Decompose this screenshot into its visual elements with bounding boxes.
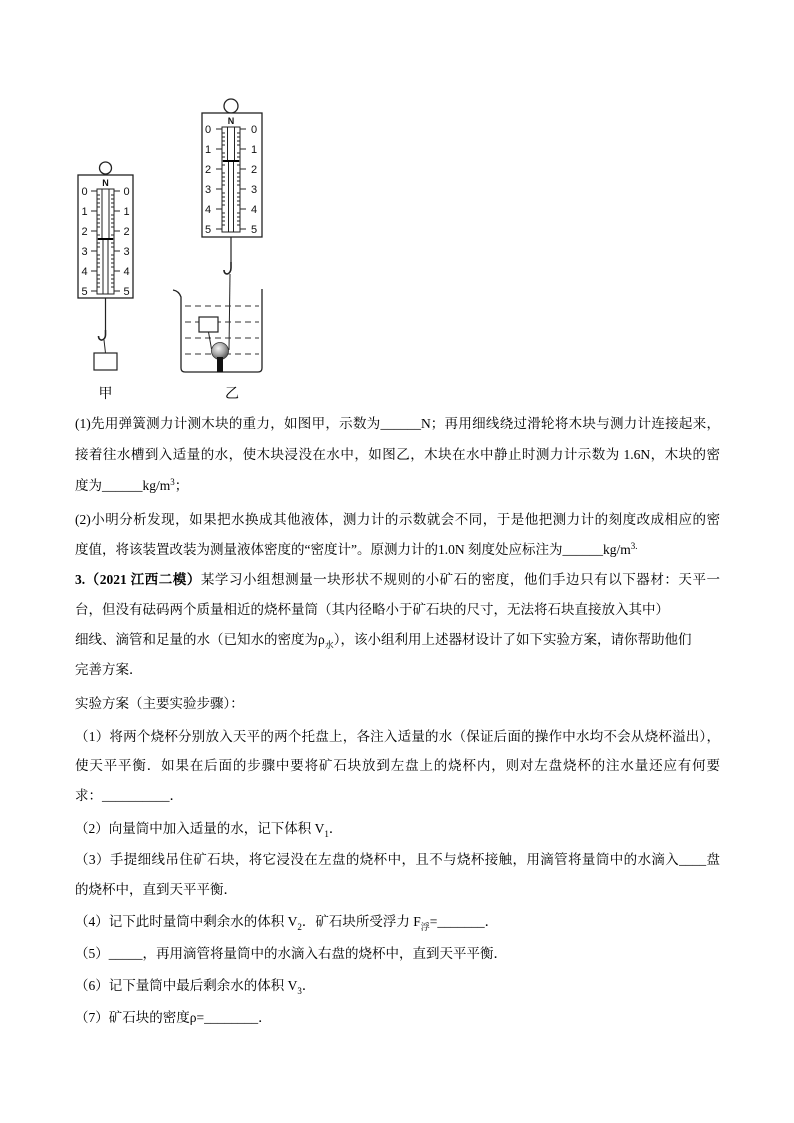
- pulley: [212, 343, 229, 360]
- scale-number-right: 3: [250, 184, 258, 196]
- volume-subscript: 1: [324, 829, 329, 839]
- spring-scale-yi: [173, 99, 262, 402]
- part1-line-5-text: 度值，将该装置改装为测量液体密度的“密度计”。原测力计的1.0N 刻度处应标注为______kg/m: [75, 542, 631, 557]
- pulling-string: [229, 274, 230, 350]
- spring: [228, 127, 235, 161]
- plan-heading: 实验方案（主要实验步骤）：: [75, 696, 244, 711]
- scale-hook: [224, 262, 231, 274]
- buoyancy-subscript: 浮: [420, 922, 430, 932]
- scale-number-right: 5: [250, 224, 258, 236]
- spring: [102, 189, 109, 239]
- scale-number-right: 0: [123, 186, 130, 198]
- figure-label-yi: 乙: [225, 387, 239, 402]
- scale-number-left: 5: [204, 224, 212, 236]
- step-6: [75, 976, 315, 996]
- scale-hook: [99, 330, 106, 340]
- scale-number-right: 2: [250, 164, 258, 176]
- question3-line-3: [75, 630, 692, 650]
- experiment-figure: [0, 0, 794, 410]
- step-3-line-2: 的烧杯中，直到天平平衡．: [75, 882, 237, 897]
- scale-number-left: 2: [81, 226, 88, 238]
- step-6-text: （6）记下量筒中最后剩余水的体积 V: [75, 978, 298, 993]
- scale-unit-label: N: [227, 116, 235, 126]
- submerged-wooden-block: [199, 317, 218, 332]
- part1-line-5: [75, 540, 637, 560]
- part1-line-4: (2)小明分析发现，如果把水换成其他液体，测力计的示数就会不同，于是他把测力计的刻度改成相应的密: [75, 512, 720, 527]
- scale-number-left: 1: [81, 206, 88, 218]
- question3-line-4: 完善方案．: [75, 662, 143, 677]
- scale-number-left: 3: [81, 246, 88, 258]
- scale-number-left: 4: [81, 266, 88, 278]
- question3-line-2: 台，但没有砝码两个质量相近的烧杯量筒（其内径略小于矿石块的尺寸，无法将石块直接放入其中）: [75, 602, 669, 617]
- part1-line-3-text: 度为______kg/m: [75, 478, 171, 493]
- unit-exponent: 3.: [630, 541, 638, 551]
- scale-number-right: 5: [123, 286, 130, 298]
- question3-line-3-end: ），该小组利用上述器材设计了如下实验方案，请你帮助他们: [333, 632, 692, 647]
- scale-ring: [100, 162, 112, 174]
- step-4: [75, 912, 498, 932]
- step-7: （7）矿石块的密度ρ=________．: [75, 1010, 272, 1025]
- scale-number-left: 0: [81, 186, 88, 198]
- part1-line-2: 接着往水槽到入适量的水，使木块浸没在水中，如图乙，木块在水中静止时测力计示数为 1.6N，木块的密: [75, 447, 720, 462]
- scale-number-left: 4: [204, 204, 212, 216]
- scale-number-right: 1: [250, 144, 258, 156]
- step-6-end: ．: [301, 978, 316, 993]
- step-2-end: ．: [328, 821, 343, 836]
- scale-number-left: 1: [204, 144, 212, 156]
- step-4-end: =_______．: [429, 914, 499, 929]
- scale-number-right: 1: [123, 206, 130, 218]
- step-1-line-1: （1）将两个烧杯分别放入天平的两个托盘上，各注入适量的水（保证后面的操作中水均不会从烧杯溢出），: [75, 729, 720, 744]
- volume-subscript: 2: [297, 922, 302, 932]
- scale-number-left: 5: [81, 286, 88, 298]
- part1-line-3-end: ；: [174, 478, 189, 493]
- step-1-line-3: 求：__________．: [75, 788, 183, 803]
- wooden-block: [94, 353, 117, 370]
- water-tank: [173, 289, 262, 372]
- step-2: [75, 819, 342, 839]
- question3-line-3-text: 细线、滴管和足量的水（已知水的密度为ρ: [75, 632, 325, 647]
- step-4-mid: ．矿石块所受浮力 F: [301, 914, 421, 929]
- scale-number-right: 3: [123, 246, 130, 258]
- rho-subscript: 水: [324, 640, 334, 650]
- step-4-text: （4）记下此时量筒中剩余水的体积 V: [75, 914, 298, 929]
- spring-scale-jia: [78, 162, 133, 402]
- scale-ring: [224, 99, 238, 113]
- scale-number-left: 2: [204, 164, 212, 176]
- step-5: （5）_____，再用滴管将量筒中的水滴入右盘的烧杯中，直到天平平衡．: [75, 946, 507, 961]
- figure-label-jia: 甲: [98, 387, 113, 402]
- step-2-text: （2）向量筒中加入适量的水，记下体积 V: [75, 821, 325, 836]
- question3-line-1: [75, 570, 720, 590]
- volume-subscript: 3: [297, 986, 302, 996]
- hanging-string: [104, 340, 106, 353]
- scale-number-left: 3: [204, 184, 212, 196]
- step-3-line-1: （3）手提细线吊住矿石块，将它浸没在左盘的烧杯中，且不与烧杯接触，用滴管将量筒中的水滴入____盘: [75, 852, 720, 867]
- step-1-line-2: 使天平平衡．如果在后面的步骤中要将矿石块放到左盘上的烧杯内，则对左盘烧杯的注水量还应有何要: [75, 758, 720, 773]
- scale-number-right: 4: [123, 266, 130, 278]
- scale-number-left: 0: [204, 124, 212, 136]
- pulley-mount: [217, 357, 223, 372]
- scale-number-right: 0: [250, 124, 258, 136]
- scale-number-right: 2: [123, 226, 130, 238]
- scale-number-right: 4: [250, 204, 258, 216]
- block-string: [209, 332, 212, 349]
- scale-unit-label: N: [102, 178, 109, 188]
- part1-line-1: (1)先用弹簧测力计测木块的重力，如图甲，示数为______N；再用细线绕过滑轮将木块与测力计连接起来，: [75, 416, 720, 431]
- question-number: 3.（2021 江西二模）: [75, 572, 201, 587]
- unit-exponent: 3: [170, 477, 175, 487]
- question3-line-1-text: 某学习小组想测量一块形状不规则的小矿石的密度，他们手边只有以下器材：天平一: [200, 572, 721, 587]
- part1-line-3: [75, 476, 188, 496]
